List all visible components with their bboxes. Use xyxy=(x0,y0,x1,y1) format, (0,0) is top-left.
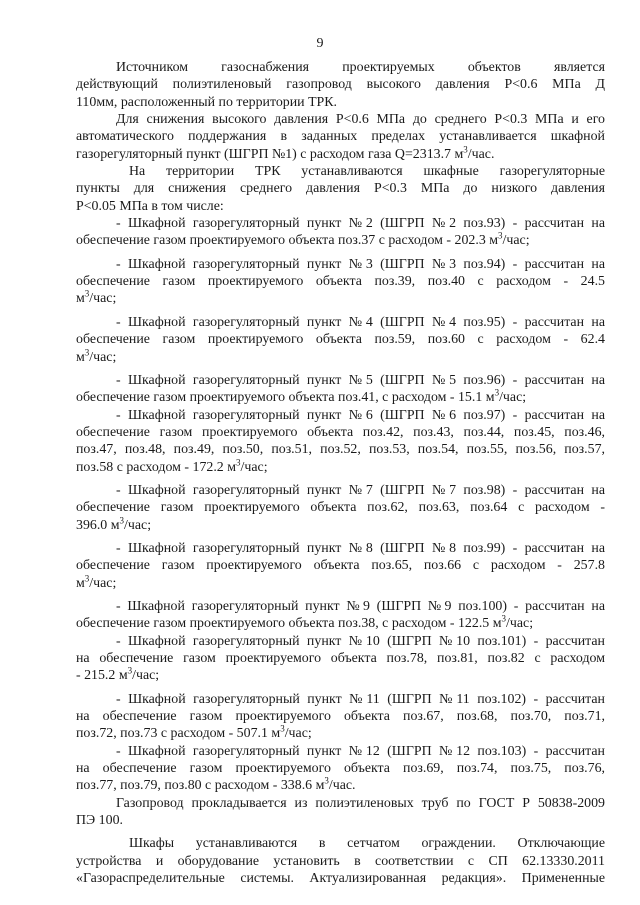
text-line: обеспечение газом проектируемого объекта поз.62, поз.63, поз.64 с расходом - xyxy=(76,500,605,516)
text-line: поз.47, поз.48, поз.49, поз.50, поз.51, поз.52, поз.53, поз.54, поз.55, поз.56, поз.57, xyxy=(76,442,605,458)
text-line: - Шкафной газорегуляторный пункт №10 (ШГРП №10 поз.101) - рассчитан xyxy=(116,633,605,649)
text-line: действующий полиэтиленовый газопровод высокого давления Р<0.6 МПа Д xyxy=(76,77,605,93)
text-line: - Шкафной газорегуляторный пункт №12 (ШГРП №12 поз.103) - рассчитан xyxy=(116,743,605,759)
text-line: ПЭ 100. xyxy=(76,813,123,829)
text-line: на обеспечение газом проектируемого объекта поз.69, поз.74, поз.75, поз.76, xyxy=(76,761,605,777)
text-line: обеспечение газом проектируемого объекта поз.42, поз.43, поз.44, поз.45, поз.46, xyxy=(76,424,605,440)
text-line: поз.77, поз.79, поз.80 с расходом - 338.6 $м^3$/час. xyxy=(76,775,356,794)
text-line: - Шкафной газорегуляторный пункт №3 (ШГРП №3 поз.94) - рассчитан на xyxy=(116,256,605,272)
text-line: - Шкафной газорегуляторный пункт №7 (ШГРП №7 поз.98) - рассчитан на xyxy=(116,482,605,498)
text-line: Шкафы устанавливаются в сетчатом ограждении. Отключающие xyxy=(129,836,605,852)
text-line: пункты для снижения среднего давления Р<0.3 МПа до низкого давления xyxy=(76,181,605,197)
text-line: - Шкафной газорегуляторный пункт №9 (ШГРП №9 поз.100) - рассчитан на xyxy=(116,598,605,614)
text-line: - Шкафной газорегуляторный пункт №6 (ШГРП №6 поз.97) - рассчитан на xyxy=(116,407,605,423)
text-line: обеспечение газом проектируемого объекта поз.41, с расходом - 15.1 $м^3$/час; xyxy=(76,387,527,406)
text-line: Газопровод прокладывается из полиэтиленовых труб по ГОСТ Р 50838-2009 xyxy=(116,795,605,811)
document-body xyxy=(76,59,605,887)
text-line: 396.0 $м^3$/час; xyxy=(76,514,152,533)
text-line: обеспечение газом проектируемого объекта поз.65, поз.66 с расходом - 257.8 xyxy=(76,558,605,574)
text-line: «Газораспределительные системы. Актуализированная редакция». Примененные xyxy=(76,871,605,887)
text-line: - Шкафной газорегуляторный пункт №11 (ШГРП №11 поз.102) - рассчитан xyxy=(116,691,605,707)
text-line: обеспечение газом проектируемого объекта поз.38, с расходом - 122.5 $м^3$/час; xyxy=(76,613,534,632)
text-line: поз.72, поз.73 с расходом - 507.1 $м^3$/час; xyxy=(76,723,312,742)
text-line: $м^3$/час; xyxy=(76,346,117,365)
text-line: Р<0.05 МПа в том числе: xyxy=(76,198,224,214)
text-line: Источником газоснабжения проектируемых объектов является xyxy=(116,60,605,75)
page-number: 9 xyxy=(316,36,324,51)
text-line: - Шкафной газорегуляторный пункт №2 (ШГРП №2 поз.93) - рассчитан на xyxy=(116,216,605,232)
text-line: - Шкафной газорегуляторный пункт №8 (ШГРП №8 поз.99) - рассчитан на xyxy=(116,540,605,556)
text-line: на обеспечение газом проектируемого объекта поз.67, поз.68, поз.70, поз.71, xyxy=(76,709,605,725)
text-line: устройства и оборудование установить в соответствии с СП 62.13330.2011 xyxy=(76,853,605,869)
text-line: 110мм, расположенный по территории ТРК. xyxy=(76,94,338,110)
text-line: автоматического поддержания в заданных пределах устанавливается шкафной xyxy=(76,129,605,145)
text-line: газорегуляторный пункт (ШГРП №1) с расходом газа Q=2313.7 $м^3$/час. xyxy=(76,144,495,162)
text-line: на обеспечение газом проектируемого объекта поз.78, поз.81, поз.82 с расходом xyxy=(76,651,605,666)
text-line: $м^3$/час; xyxy=(76,288,117,307)
text-line: обеспечение газом проектируемого объекта поз.59, поз.60 с расходом - 62.4 xyxy=(76,332,605,348)
text-line: - Шкафной газорегуляторный пункт №4 (ШГРП №4 поз.95) - рассчитан на xyxy=(116,314,605,330)
text-line: Для снижения высокого давления Р<0.6 МПа до среднего Р<0.3 МПа и его xyxy=(116,112,605,128)
text-line: На территории ТРК устанавливаются шкафные газорегуляторные xyxy=(129,164,605,180)
text-line: $м^3$/час; xyxy=(76,573,117,591)
text-line: - Шкафной газорегуляторный пункт №5 (ШГРП №5 поз.96) - рассчитан на xyxy=(116,372,605,388)
text-line: поз.58 с расходом - 172.2 $м^3$/час; xyxy=(76,456,268,475)
text-line: обеспечение газом проектируемого объекта поз.39, поз.40 с расходом - 24.5 xyxy=(76,274,605,290)
text-line: - 215.2 $м^3$/час; xyxy=(76,665,160,684)
text-line: обеспечение газом проектируемого объекта поз.37 с расходом - 202.3 $м^3$/час; xyxy=(76,230,530,249)
